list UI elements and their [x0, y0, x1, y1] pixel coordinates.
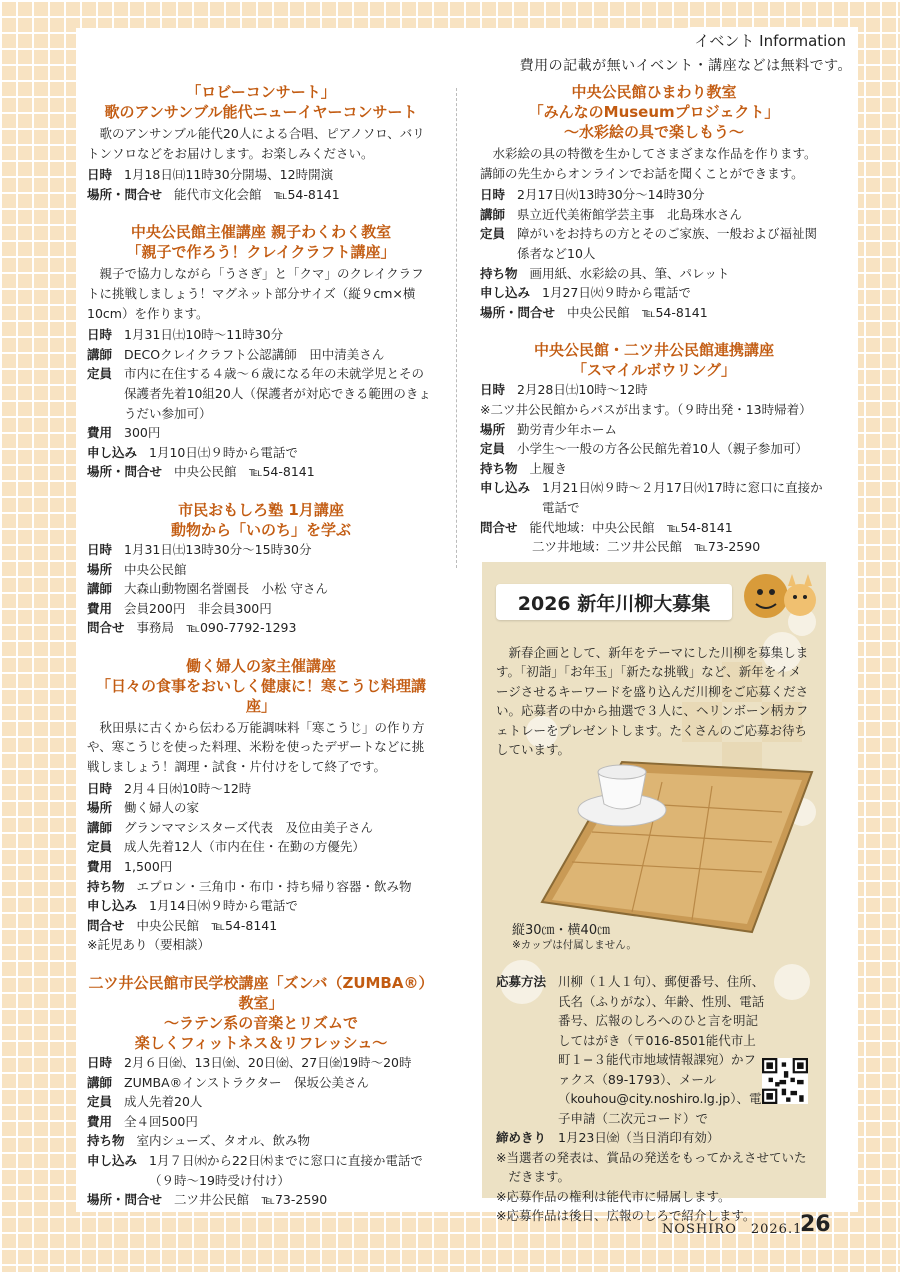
right-column — [480, 82, 828, 575]
detail-row — [87, 1053, 435, 1073]
detail-row — [480, 283, 828, 303]
detail-value: 1月31日㈯10時〜11時30分 — [124, 327, 284, 343]
detail-value: 1,500円 — [124, 859, 173, 875]
event-clay-craft — [87, 222, 435, 482]
event-museum-project — [480, 82, 828, 322]
detail-value: 1月７日㈬から22日㈭までに窓口に直接か電話で（９時〜19時受け付け） — [149, 1152, 423, 1188]
column-separator — [456, 88, 457, 568]
detail-value: 中央公民館 ℡54-8141 — [174, 464, 315, 480]
detail-value: 成人先着20人 — [124, 1094, 203, 1110]
detail-value: ZUMBA®インストラクター 保坂公美さん — [124, 1074, 370, 1090]
detail-label: 講師 — [87, 819, 113, 835]
event-subtitle: 歌のアンサンブル能代ニューイヤーコンサート — [104, 103, 418, 121]
qr-code[interactable] — [762, 1058, 808, 1104]
detail-row — [87, 857, 435, 877]
detail-row — [87, 560, 435, 580]
detail-label: 日時 — [87, 780, 113, 796]
event-title: 中央公民館ひまわり教室 — [571, 83, 737, 101]
event-subtitle: 「親子で作ろう！クレイクラフト講座」 — [126, 243, 396, 262]
detail-value: 1月14日㈬９時から電話で — [149, 898, 298, 914]
magazine-footer: NOSHIRO 2026.1 — [662, 1222, 803, 1237]
event-description: 水彩絵の具の特徴を生かしてさまざまな作品を作ります。講師の先生からオンラインでお話を聞くことができます。 — [480, 146, 817, 181]
detail-label: 場所 — [87, 800, 113, 816]
detail-value: 事務局 ℡090-7792-1293 — [136, 620, 297, 636]
detail-value: 1月18日㈰11時30分開場、12時開演 — [124, 167, 334, 183]
detail-value: 勤労青少年ホーム — [517, 421, 618, 437]
senryu-contest-box — [482, 562, 826, 1223]
detail-row — [87, 1190, 435, 1210]
detail-row — [87, 896, 435, 916]
tray-size: 縦30㎝・横40㎝ — [512, 923, 611, 938]
detail-label: 費用 — [87, 425, 113, 441]
event-kankoji — [87, 656, 435, 955]
detail-label: 定員 — [87, 839, 113, 855]
detail-value: 中央公民館 — [124, 561, 187, 577]
detail-row — [480, 264, 828, 284]
mascot-illustration — [738, 566, 822, 626]
detail-value: 成人先着12人（市内在住・在勤の方優先） — [124, 839, 365, 855]
detail-row — [480, 185, 828, 205]
detail-value: 小学生〜一般の方各公民館先着10人（親子参加可） — [517, 441, 808, 457]
detail-value: 大森山動物園名誉園長 小松 守さん — [124, 581, 328, 597]
detail-label: 日時 — [87, 167, 113, 183]
event-details — [87, 540, 435, 638]
detail-row — [480, 380, 828, 400]
detail-row — [87, 618, 435, 638]
note-announcement: ※当選者の発表は、賞品の発送をもってかえさせていただきます。 — [496, 1149, 807, 1184]
detail-value: 二ツ井公民館 ℡73-2590 — [174, 1192, 328, 1208]
senryu-title: 2026 新年川柳大募集 — [496, 584, 732, 620]
detail-row — [480, 478, 828, 517]
tray-size-note: ※カップは付属しません。 — [512, 939, 637, 951]
event-smile-bowling — [480, 340, 828, 556]
detail-row — [87, 325, 435, 345]
event-lobby-concert — [87, 82, 435, 204]
detail-value: 中央公民館 ℡54-8141 — [136, 917, 278, 933]
detail-row — [87, 540, 435, 560]
detail-row — [87, 818, 435, 838]
detail-row — [87, 779, 435, 799]
section-tag: イベント Information — [678, 27, 858, 54]
event-note: ※託児あり（要相談） — [87, 937, 210, 953]
detail-value: 300円 — [124, 425, 161, 441]
detail-label: 費用 — [87, 859, 113, 875]
detail-label: 日時 — [87, 327, 113, 343]
detail-label: 問合せ — [480, 519, 518, 535]
event-note: ※二ツ井公民館からバスが出ます。（９時出発・13時帰着） — [480, 401, 812, 417]
event-details — [480, 185, 828, 322]
detail-value: 全４回500円 — [124, 1113, 198, 1129]
detail-label: 日時 — [480, 382, 506, 398]
detail-label: 申し込み — [480, 285, 531, 301]
detail-label: 講師 — [87, 1074, 113, 1090]
detail-row — [480, 303, 828, 323]
detail-value: 市内に在住する４歳〜６歳になる年の未就学児とその保護者先着10組20人（保護者が対応できる範囲のきょうだい参加可） — [124, 366, 431, 421]
detail-label: 持ち物 — [480, 265, 518, 281]
detail-value: 2月17日㈫13時30分〜14時30分 — [517, 187, 705, 203]
event-description: 親子で協力しながら「うさぎ」と「クマ」のクレイクラフトに挑戦しましょう！マグネット部分サイズ（縦９cm×横10cm）を作ります。 — [87, 266, 424, 321]
event-omoshiro-juku — [87, 500, 435, 638]
detail-row — [87, 1131, 435, 1151]
event-subtitle-2: 楽しくフィットネス＆リフレッシュ〜 — [134, 1034, 388, 1052]
detail-row — [87, 165, 435, 185]
event-subtitle: 「日々の食事をおいしく健康に！寒こうじ料理講座」 — [95, 676, 426, 715]
detail-row — [87, 423, 435, 443]
detail-label: 申し込み — [480, 480, 531, 496]
detail-row — [87, 877, 435, 897]
event-title: 「ロビーコンサート」 — [186, 83, 336, 101]
detail-value: 1月10日㈯９時から電話で — [149, 444, 298, 460]
detail-label: 日時 — [87, 541, 113, 557]
detail-row — [87, 462, 435, 482]
page-number: 26 — [800, 1212, 831, 1237]
event-subtitle: 「スマイルボウリング」 — [571, 361, 737, 380]
detail-label: 場所・問合せ — [87, 464, 163, 480]
note-publication: ※応募作品は後日、広報のしろで紹介します。 — [496, 1208, 756, 1223]
event-details — [480, 380, 828, 400]
detail-label: 申し込み — [87, 444, 138, 460]
detail-row — [480, 420, 828, 440]
apply-method: 応募方法 川柳（１人１句）、郵便番号、住所、氏名（ふりがな）、年齢、性別、電話番号、広報のしろへのひと言を明記してはがき（〒016-8501能代市上町１−３能代市地域情報課宛）かファクス（89-1793）、メール（kouhou@city.noshiro.lg.jp）、電子申請（二次元コード）で — [496, 974, 765, 1126]
event-subtitle: 動物から「いのち」を学ぶ — [170, 520, 351, 539]
detail-value: 能代地域：中央公民館 ℡54-8141 — [529, 519, 733, 535]
detail-label: 場所 — [480, 421, 506, 437]
detail-value: 1月31日㈯13時30分〜15時30分 — [124, 541, 312, 557]
contact-extra: 二ツ井地域：二ツ井公民館 ℡73-2590 — [532, 539, 761, 555]
event-title: 中央公民館・二ツ井公民館連携講座 — [533, 341, 774, 360]
detail-row — [87, 1073, 435, 1093]
detail-row — [87, 579, 435, 599]
detail-label: 問合せ — [87, 620, 125, 636]
deadline: 締めきり 1月23日㈮（当日消印有効） — [496, 1130, 720, 1145]
detail-row — [480, 518, 828, 538]
event-details-2 — [480, 420, 828, 538]
event-zumba — [87, 973, 435, 1210]
event-details — [87, 779, 435, 936]
detail-label: 場所・問合せ — [87, 186, 163, 202]
detail-row — [87, 443, 435, 463]
detail-value: 県立近代美術館学芸主事 北島珠水さん — [517, 206, 743, 222]
detail-value: 2月28日㈯10時〜12時 — [517, 382, 648, 398]
detail-value: 上履き — [529, 460, 568, 476]
detail-label: 日時 — [480, 187, 506, 203]
event-title: 二ツ井公民館市民学校講座「ズンバ（ZUMBA®）教室」 — [88, 974, 434, 1012]
detail-row — [480, 439, 828, 459]
detail-row — [87, 185, 435, 205]
detail-label: 定員 — [87, 1094, 113, 1110]
senryu-intro: 新春企画として、新年をテーマにした川柳を募集します。「初詣」「お年玉」「新たな挑戦」など、新年をイメージさせるキーワードを盛り込んだ川柳をご応募ください。応募者の中から抽選で３人に、ヘリンボーン柄カフェトレーをプレゼントします。たくさんのご応募お待ちしています。 — [496, 644, 809, 757]
detail-label: 費用 — [87, 600, 113, 616]
event-title: 市民おもしろ塾 1月講座 — [178, 500, 344, 519]
detail-label: 申し込み — [87, 898, 138, 914]
detail-value: 会員200円 非会員300円 — [124, 600, 272, 616]
detail-value: 画用紙、水彩絵の具、筆、パレット — [529, 265, 730, 281]
detail-label: 講師 — [87, 346, 113, 362]
detail-label: 定員 — [480, 226, 506, 242]
event-subtitle: 「みんなのMuseumプロジェクト」 — [528, 103, 780, 121]
detail-label: 定員 — [480, 441, 506, 457]
detail-value: グランママシスターズ代表 及位由美子さん — [124, 819, 374, 835]
detail-label: 定員 — [87, 366, 113, 382]
free-note: 費用の記載が無いイベント・講座などは無料です。 — [519, 58, 852, 74]
detail-label: 費用 — [87, 1113, 113, 1129]
detail-row — [87, 1151, 435, 1190]
detail-label: 場所・問合せ — [480, 304, 556, 320]
detail-row — [87, 599, 435, 619]
detail-row — [87, 1092, 435, 1112]
detail-label: 場所 — [87, 561, 113, 577]
detail-value: 2月４日㈬10時〜12時 — [124, 780, 252, 796]
detail-row — [87, 798, 435, 818]
detail-value: 働く婦人の家 — [124, 800, 200, 816]
event-title: 働く婦人の家主催講座 — [185, 656, 336, 675]
detail-row — [87, 1112, 435, 1132]
detail-row — [87, 916, 435, 936]
detail-row — [87, 345, 435, 365]
detail-row — [87, 837, 435, 857]
event-description: 歌のアンサンブル能代20人による合唱、ピアノソロ、バリトンソロなどをお届けします。お楽しみください。 — [87, 126, 425, 161]
detail-value: 障がいをお持ちの方とそのご家族、一般および福祉関係者など10人 — [517, 226, 818, 261]
event-details — [87, 325, 435, 482]
detail-value: 中央公民館 ℡54-8141 — [567, 304, 708, 320]
detail-row — [480, 459, 828, 479]
event-subtitle-2: 〜水彩絵の具で楽しもう〜 — [563, 123, 744, 141]
event-details — [87, 1053, 435, 1210]
detail-label: 申し込み — [87, 1152, 138, 1168]
detail-value: 1月21日㈬９時〜２月17日㈫17時に窓口に直接か電話で — [542, 480, 823, 515]
event-title: 中央公民館主催講座 親子わくわく教室 — [130, 223, 392, 242]
event-subtitle: 〜ラテン系の音楽とリズムで — [164, 1014, 358, 1032]
detail-row — [480, 224, 828, 263]
detail-label: 講師 — [87, 581, 113, 597]
detail-label: 場所・問合せ — [87, 1192, 163, 1208]
detail-value: DECOクレイクラフト公認講師 田中清美さん — [124, 346, 385, 362]
left-column — [87, 82, 435, 1228]
detail-label: 講師 — [480, 206, 506, 222]
detail-label: 持ち物 — [87, 878, 125, 894]
detail-value: 能代市文化会館 ℡54-8141 — [174, 186, 340, 202]
detail-row — [87, 364, 435, 423]
event-details — [87, 165, 435, 204]
detail-label: 問合せ — [87, 917, 125, 933]
detail-row — [480, 205, 828, 225]
detail-value: エプロン・三角巾・布巾・持ち帰り容器・飲み物 — [136, 878, 412, 894]
event-description: 秋田県に古くから伝わる万能調味料「寒こうじ」の作り方や、寒こうじを使った料理、米粉を使ったデザートなどに挑戦しましょう！調理・試食・片付けをして終了です。 — [87, 719, 425, 775]
note-rights: ※応募作品の権利は能代市に帰属します。 — [496, 1188, 731, 1204]
detail-label: 日時 — [87, 1055, 113, 1070]
detail-label: 持ち物 — [480, 460, 518, 476]
detail-value: 1月27日㈫９時から電話で — [542, 285, 691, 301]
detail-value: 室内シューズ、タオル、飲み物 — [136, 1133, 311, 1149]
detail-label: 持ち物 — [87, 1133, 125, 1149]
detail-value: 2月６日㈮、13日㈮、20日㈮、27日㈮19時〜20時 — [124, 1055, 412, 1070]
